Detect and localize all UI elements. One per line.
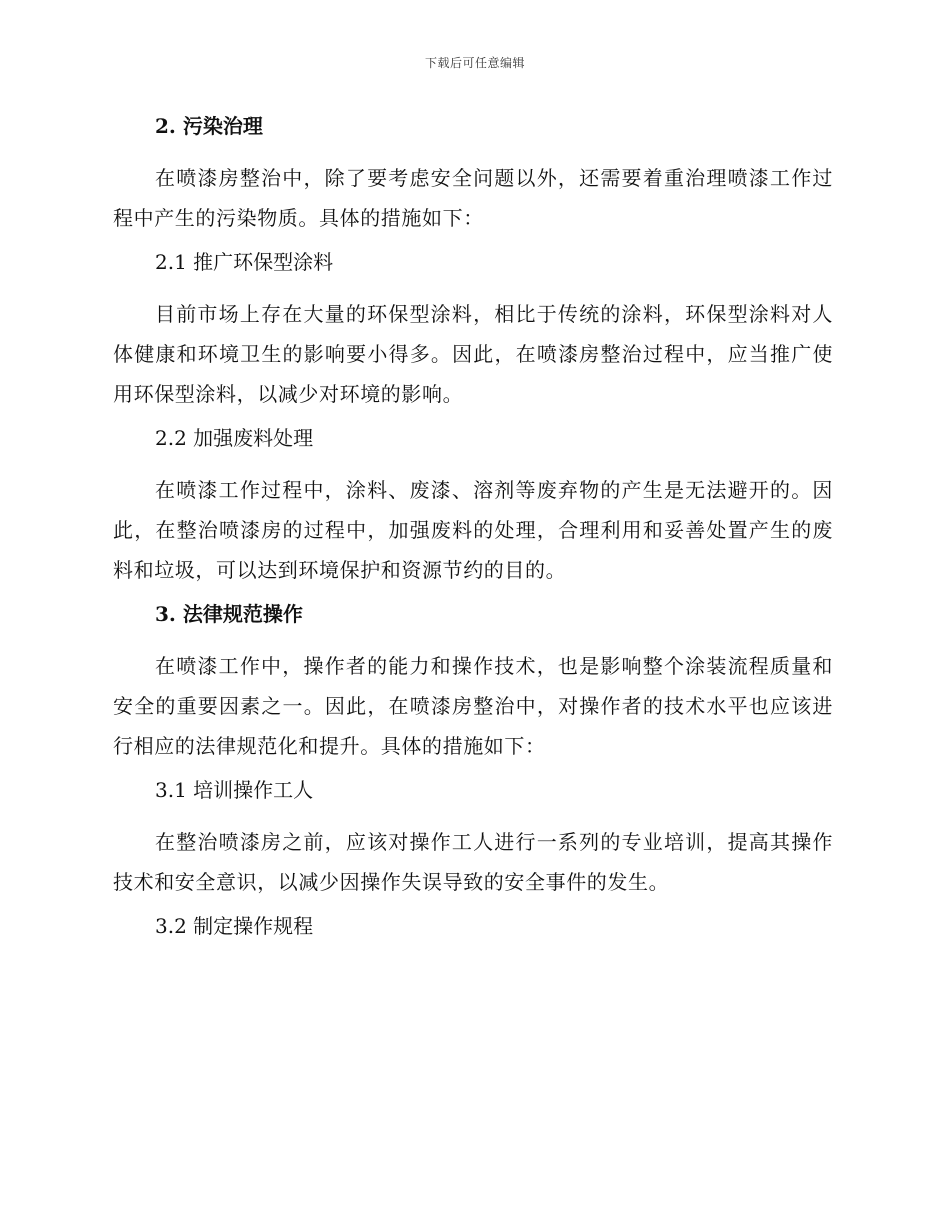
subheading-waste-treatment: 2.2 加强废料处理 — [155, 426, 314, 450]
paragraph-pollution-intro: 在喷漆房整治中，除了要考虑安全问题以外，还需要着重治理喷漆工作过程中产生的污染物质。具体的措施如下： — [113, 166, 833, 230]
paragraph-eco-paint: 目前市场上存在大量的环保型涂料，相比于传统的涂料，环保型涂料对人体健康和环境卫生的影响要小得多。因此，在喷漆房整治过程中，应当推广使用环保型涂料，以减少对环境的影响。 — [113, 302, 833, 406]
section-heading-pollution: 2. 污染治理 — [155, 114, 263, 138]
subheading-eco-paint: 2.1 推广环保型涂料 — [155, 250, 334, 274]
document-body — [113, 110, 833, 958]
page-header: 下载后可任意编辑 — [424, 56, 525, 70]
paragraph-worker-training: 在整治喷漆房之前，应该对操作工人进行一系列的专业培训，提高其操作技术和安全意识，以减少因操作失误导致的安全事件的发生。 — [113, 830, 833, 894]
paragraph-waste-treatment: 在喷漆工作过程中，涂料、废漆、溶剂等废弃物的产生是无法避开的。因此，在整治喷漆房的过程中，加强废料的处理，合理利用和妥善处置产生的废料和垃圾，可以达到环境保护和资源节约的目的。 — [113, 478, 833, 582]
subheading-operating-procedures: 3.2 制定操作规程 — [155, 914, 314, 938]
subheading-worker-training: 3.1 培训操作工人 — [155, 778, 314, 802]
paragraph-legal-operation-intro: 在喷漆工作中，操作者的能力和操作技术，也是影响整个涂装流程质量和安全的重要因素之一。因此，在喷漆房整治中，对操作者的技术水平也应该进行相应的法律规范化和提升。具体的措施如下： — [113, 654, 833, 758]
section-heading-legal-operation: 3. 法律规范操作 — [155, 602, 303, 626]
